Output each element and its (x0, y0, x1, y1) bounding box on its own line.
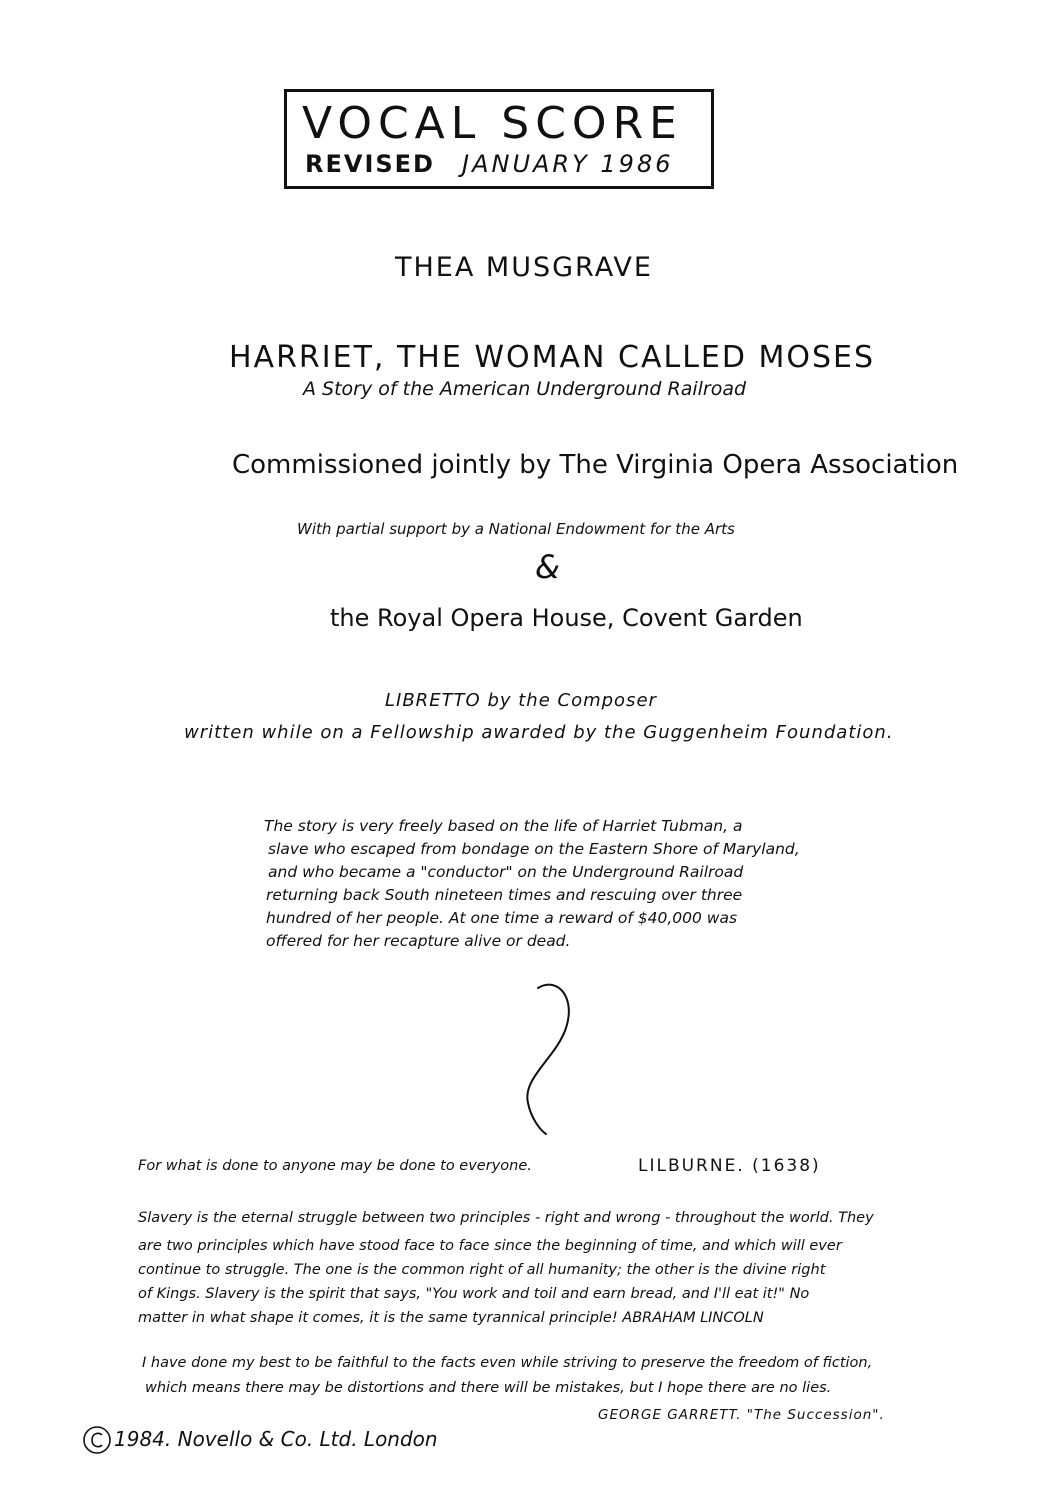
decorative-squiggle (518, 978, 578, 1138)
revised-label: REVISED (305, 150, 435, 178)
lincoln-quote-line: matter in what shape it comes, it is the same tyrannical principle! ABRAHAM LINCOLN (138, 1310, 764, 1326)
commission-line: Commissioned jointly by The Virginia Opera Association (232, 450, 959, 480)
story-line: returning back South nineteen times and rescuing over three (266, 886, 743, 904)
opera-title: HARRIET, THE WOMAN CALLED MOSES (229, 340, 876, 375)
story-line: hundred of her people. At one time a reward of $40,000 was (266, 909, 738, 927)
lincoln-quote-line: Slavery is the eternal struggle between two principles - right and wrong - throughout the world. They (138, 1210, 874, 1226)
story-line: and who became a "conductor" on the Underground Railroad (268, 863, 744, 881)
lilburne-quote: For what is done to anyone may be done to everyone. (138, 1158, 532, 1174)
revised-date: JANUARY 1986 (462, 150, 674, 178)
support-line: With partial support by a National Endowment for the Arts (297, 520, 735, 538)
composer-name: THEA MUSGRAVE (395, 252, 653, 283)
fellowship-line: written while on a Fellowship awarded by the Guggenheim Foundation. (184, 722, 894, 743)
royal-opera-house-line: the Royal Opera House, Covent Garden (330, 604, 803, 632)
story-line: offered for her recapture alive or dead. (266, 932, 571, 950)
copyright-line: 1984. Novello & Co. Ltd. London (114, 1427, 438, 1451)
score-title: VOCAL SCORE (302, 98, 683, 149)
lilburne-attribution: LILBURNE. (1638) (638, 1156, 821, 1176)
story-line: slave who escaped from bondage on the Eastern Shore of Maryland, (268, 840, 800, 858)
garrett-attribution: GEORGE GARRETT. "The Succession". (598, 1407, 885, 1423)
garrett-quote-line: I have done my best to be faithful to the facts even while striving to preserve the freedom of fiction, (142, 1355, 873, 1371)
lincoln-quote-line: are two principles which have stood face to face since the beginning of time, and which will ever (138, 1238, 842, 1254)
libretto-line: LIBRETTO by the Composer (385, 690, 657, 711)
story-line: The story is very freely based on the life of Harriet Tubman, a (264, 817, 743, 835)
copyright-icon (82, 1425, 112, 1455)
ampersand: & (535, 548, 560, 586)
lincoln-quote-line: of Kings. Slavery is the spirit that says, "You work and toil and earn bread, and I'll eat it!" No (138, 1286, 810, 1302)
garrett-quote-line: which means there may be distortions and there will be mistakes, but I hope there are no lies. (145, 1380, 832, 1396)
opera-subtitle: A Story of the American Underground Railroad (303, 378, 747, 400)
lincoln-quote-line: continue to struggle. The one is the common right of all humanity; the other is the divine right (138, 1262, 826, 1278)
